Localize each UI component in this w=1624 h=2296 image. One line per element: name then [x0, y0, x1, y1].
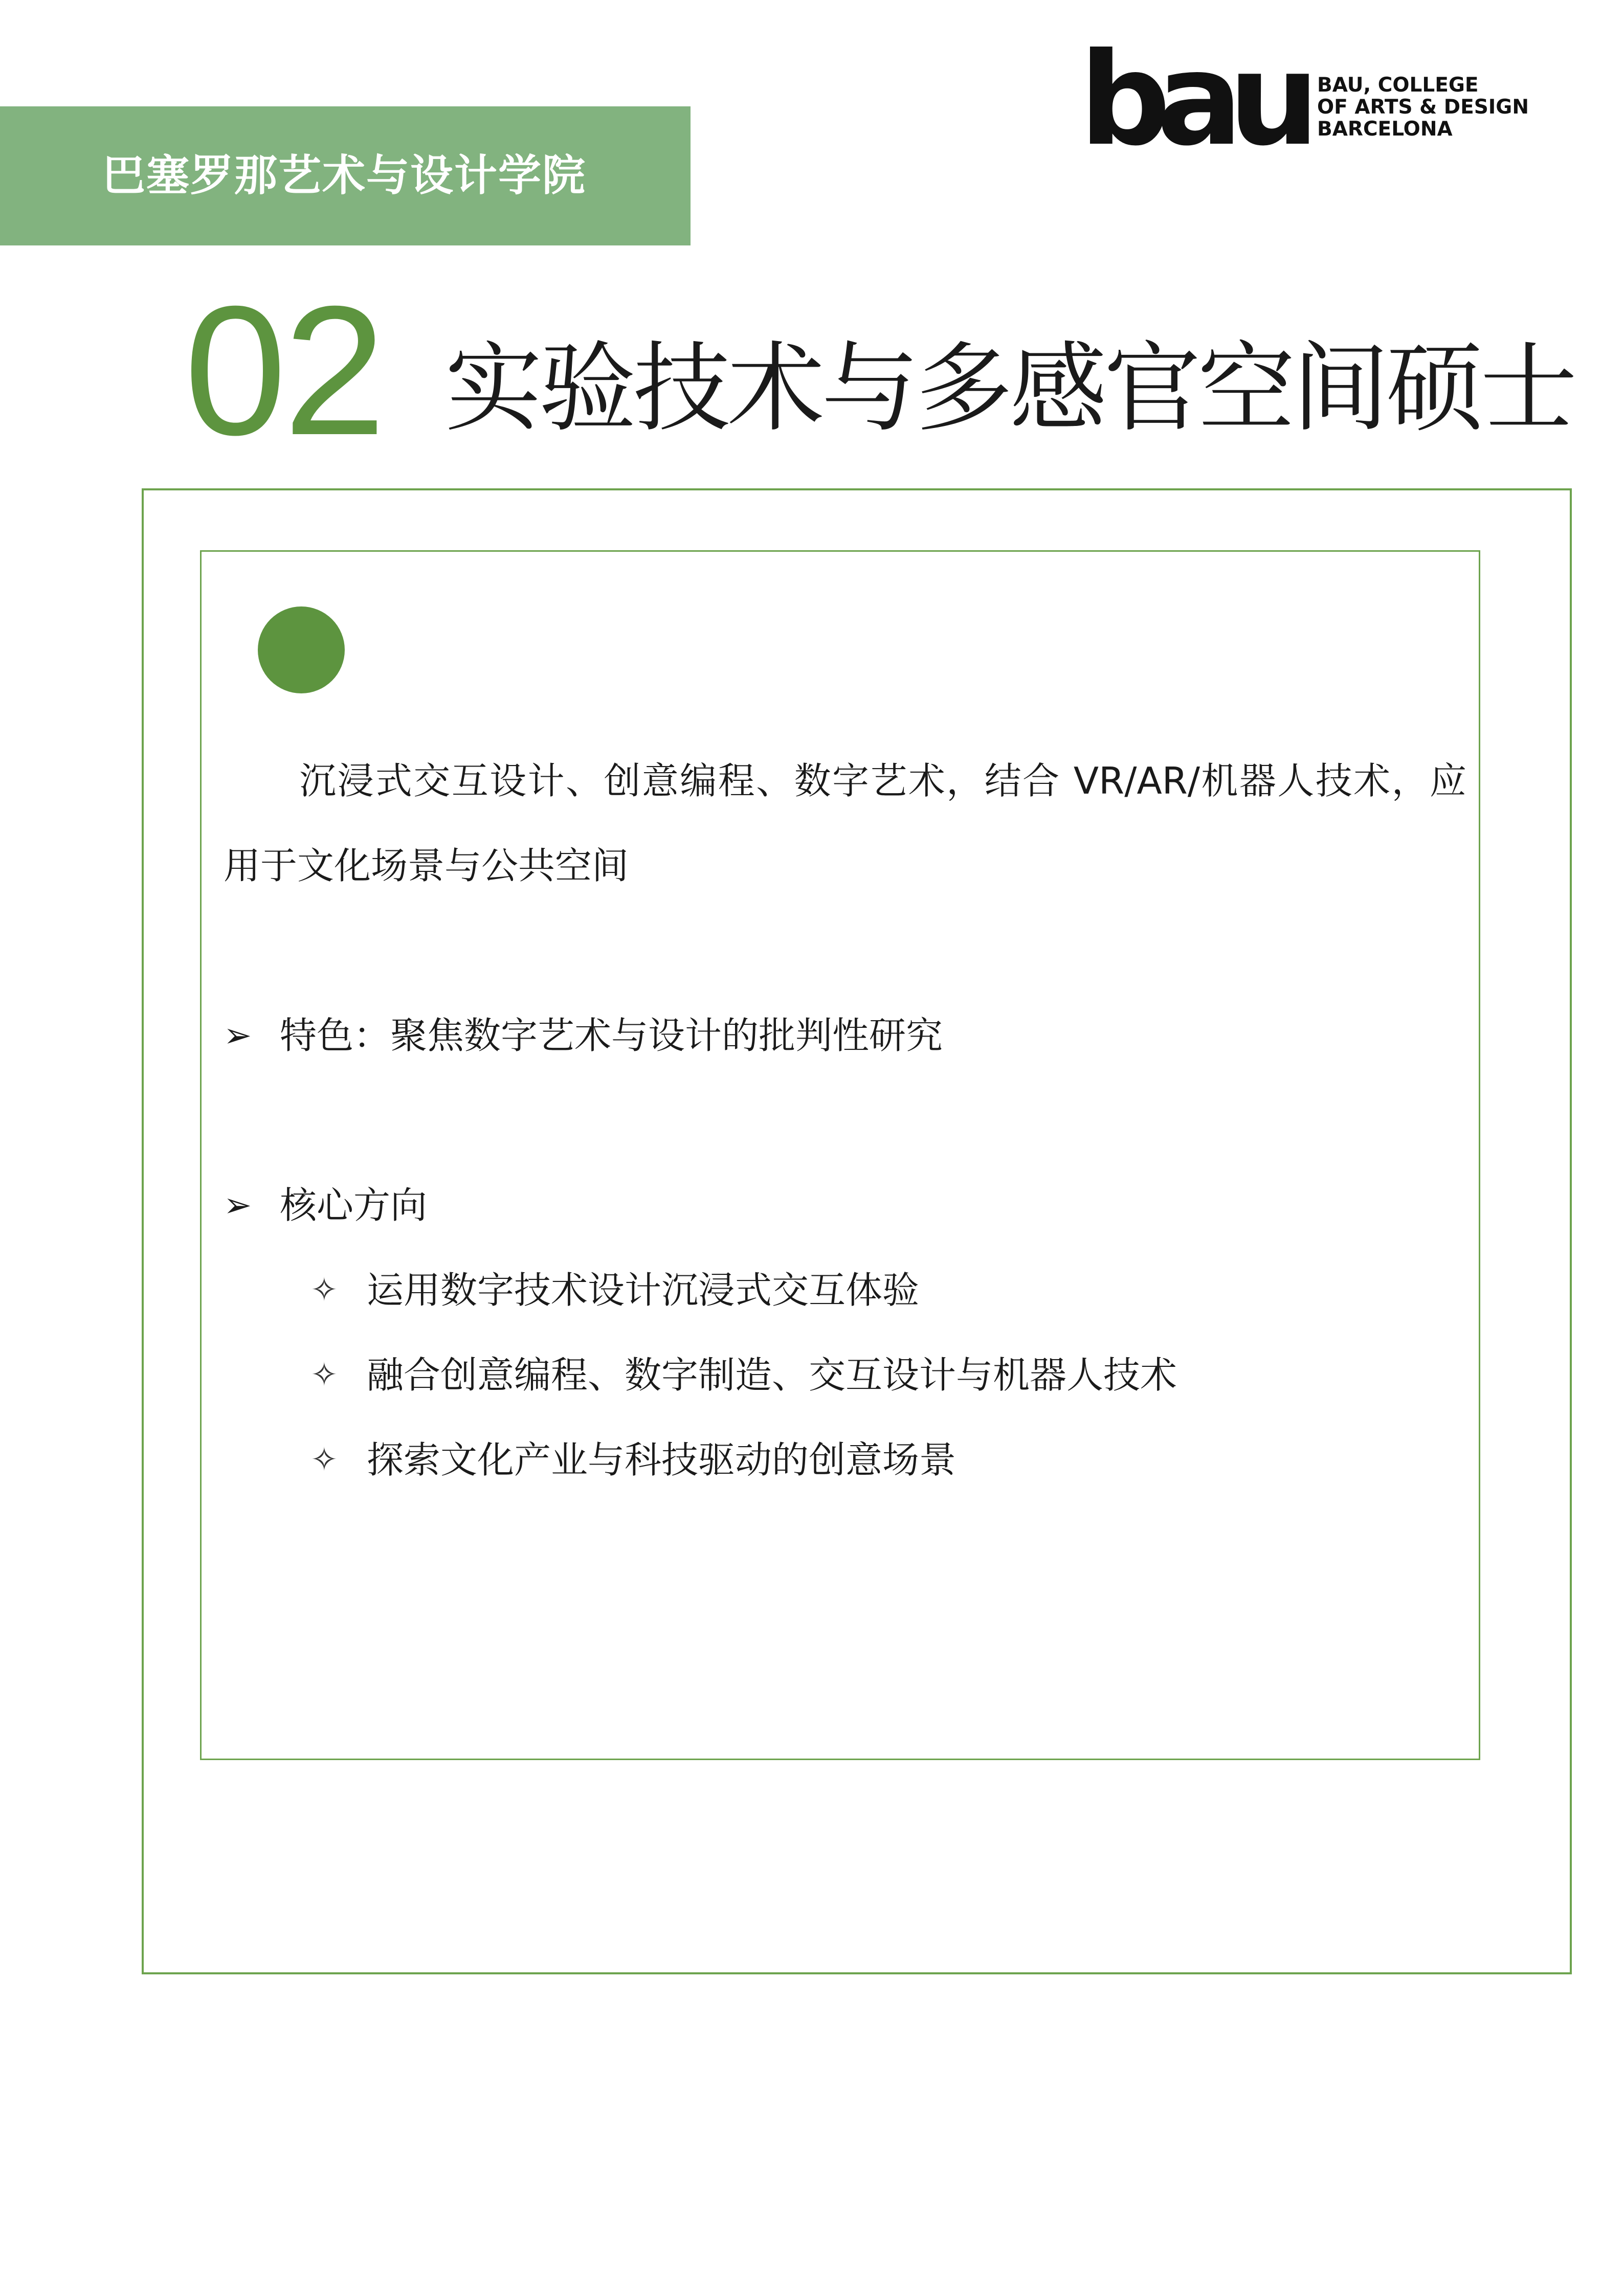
- list-item: [224, 1248, 1466, 1333]
- directions-list: [224, 1248, 1466, 1502]
- arrowhead-icon: ➢: [224, 1016, 252, 1055]
- four-point-star-icon: ✧: [310, 1271, 338, 1309]
- content-card: [200, 550, 1480, 1760]
- four-point-star-icon: ✧: [310, 1441, 338, 1479]
- content-body: [224, 738, 1466, 1502]
- logo-line-1: BAU, COLLEGE: [1317, 74, 1479, 97]
- section-number: 02: [184, 268, 383, 474]
- school-name: 巴塞罗那艺术与设计学院: [102, 150, 587, 200]
- program-description: 沉浸式交互设计、创意编程、数字艺术，结合 VR/AR/机器人技术，应用于文化场景与公共空间: [224, 759, 1466, 887]
- four-point-star-icon: ✧: [310, 1356, 338, 1394]
- logo-line-2: OF ARTS & DESIGN: [1317, 96, 1529, 119]
- logo-subtitle: [1317, 74, 1529, 140]
- section-title: 实验技术与多感官空间硕士: [445, 332, 1575, 445]
- arrowhead-icon: ➢: [224, 1185, 252, 1225]
- feature-text: 特色：聚焦数字艺术与设计的批判性研究: [280, 1014, 943, 1057]
- list-item: [224, 1333, 1466, 1417]
- directions-label: 核心方向: [280, 1184, 428, 1227]
- directions-heading: [224, 1163, 1466, 1248]
- logo-line-3: BARCELONA: [1317, 118, 1453, 141]
- header-banner: [0, 106, 691, 245]
- green-dot-icon: [258, 606, 345, 693]
- logo-wordmark: bau: [1079, 25, 1305, 174]
- list-item: [224, 1417, 1466, 1502]
- feature-item: [224, 993, 1466, 1078]
- bau-logo: [1079, 25, 1529, 174]
- direction-text: 探索文化产业与科技驱动的创意场景: [367, 1438, 956, 1481]
- direction-text: 运用数字技术设计沉浸式交互体验: [367, 1269, 920, 1312]
- direction-text: 融合创意编程、数字制造、交互设计与机器人技术: [367, 1354, 1177, 1397]
